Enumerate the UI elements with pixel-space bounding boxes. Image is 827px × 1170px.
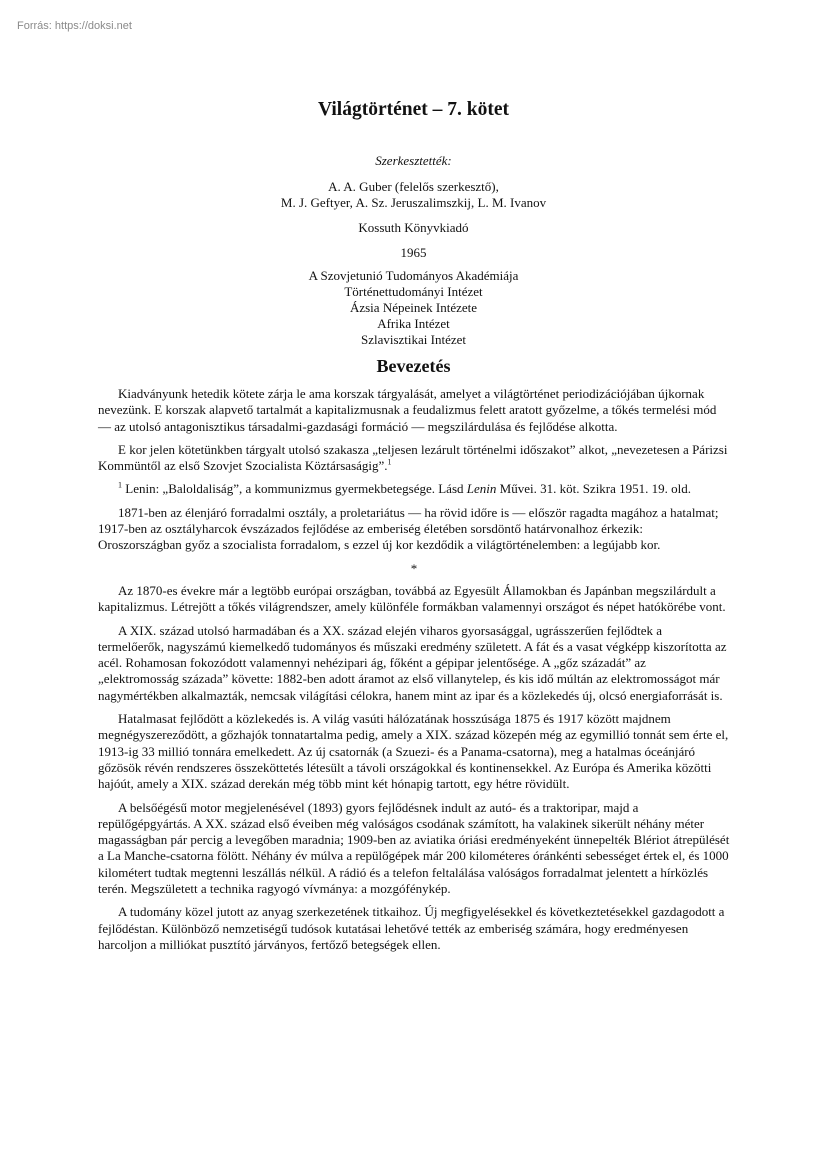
institution-5: Szlavisztikai Intézet (360, 332, 467, 347)
document-title: Világtörténet – 7. kötet (318, 99, 509, 120)
footnote-text-b: Művei. 31. köt. Szikra 1951. 19. old. (496, 481, 692, 497)
paragraph-6: Hatalmasat fejlődött a közlekedés is. A világ vasúti hálózatának hosszúsága 1875 és 1917 között majdnem megnégyszereződött, a gőzhajók tonnatartalma pedig, amely a XIX. század közepén még az egymillió tonnát sem érte el, 1913-ig 33 millió tonnára emelkedett. Az új csatornák (a Szuezi- és a Panama-csatorna), meg a hatalmas óceánjáró gőzösök révén rendszeres összeköttetés létesült a távoli országokkal és kontinensekkel. Az Európa és Amerika közötti hajóút, amely a XIX. század derekán még több mint két hónapig tartott, egy hétre rövidült. (98, 711, 729, 792)
publisher: Kossuth Könyvkiadó (358, 220, 469, 235)
editors-label: Szerkesztették: (375, 153, 452, 168)
institution-1: A Szovjetunió Tudományos Akadémiája (308, 268, 519, 283)
paragraph-7: A belsőégésű motor megjelenésével (1893) gyors fejlődésnek indult az autó- és a traktoripar, majd a repülőgépgyártás. A XX. század első éveiben még valóságos csodának számított, ha valakinek sikerült néhány méter magasságban pár percig a levegőben maradnia; 1909-ben az aviatika óriási eredményeként ünnepelték Blériot átrepülését a La Manche-csatorna fölött. Néhány év múlva a repülőgépek már 200 kilométeres óránkénti sebességet értek el, és 1000 kilométert tudtak megtenni leszállás nélkül. A rádió és a telefon feltalálása valóságos forradalmat jelentett a hírközlés terén. Megszületett a technika ragyogó vívmánya: a mozgófénykép. (98, 799, 730, 897)
footnote (98, 481, 730, 497)
paragraph-5: A XIX. század utolsó harmadában és a XX. század elején viharos gyorsasággal, ugrásszerűen fejlődtek a termelőerők, nagyszámú kiemelkedő tudományos és műszaki eredmény született. A fát és a vasat végképp kiszorította az acél. Rohamosan fokozódott valamennyi nehézipari ág, főként a gépipar jelentősége. A „gőz századát” az „elektromosság százada” követte: 1882-ben adott áramot az első villanytelep, és kis idő múltán az elektromosságot már nagymértékben alkalmazták, nemcsak világítási célokra, hanem mint az ipar és a közlekedés új, olcsó energiaforrását is. (98, 622, 727, 703)
footnote-text-a: Lenin: „Baloldaliság”, a kommunizmus gyermekbetegsége. Lásd (122, 481, 467, 497)
paragraph-1: Kiadványunk hetedik kötete zárja le ama korszak tárgyalását, amelyet a világtörténet periodizációjában újkornak nevezünk. E korszak alapvető tartalmát a kapitalizmusnak a feudalizmus felett aratott győzelme, a tőkés termelési mód — az utolsó antagonisztikus társadalmi-gazdasági formáció — megszilárdulása és fejlődése alkotta. (98, 386, 717, 434)
institution-4: Afrika Intézet (377, 316, 450, 331)
body-text (98, 386, 730, 960)
paragraph-3: 1871-ben az élenjáró forradalmi osztály, a proletariátus — ha rövid időre is — először ragadta magához a hatalmat; 1917-ben az osztályharcok évszázados fejlődése az emberiség életében sorsdöntő határvonalhoz érkezik: Oroszországban győz a szocialista forradalom, s ezzel új kor kezdődik a világtörténelemben: a legújabb kor. (98, 504, 719, 553)
paragraph-4: Az 1870-es évekre már a legtöbb európai országban, továbbá az Egyesült Államokban és Japánban megszilárdult a kapitalizmus. Létrejött a tőkés világrendszer, amely különféle formákban valamennyi országot és népet hatókörébe vont. (98, 582, 726, 615)
footnote-number: 1 (118, 481, 122, 491)
institution-2: Történettudományi Intézet (344, 284, 483, 299)
editors-line-1: A. A. Guber (felelős szerkesztő), (328, 179, 499, 194)
paragraph-2-text: E kor jelen kötetünkben tárgyalt utolsó szakasza „teljesen lezárult történelmi időszakot” alkot, „nevezetesen a Párizsi Kommüntől az első Szovjet Szocialista Köztársaságig”. (98, 441, 728, 474)
publication-year: 1965 (400, 245, 427, 260)
section-separator: * (410, 560, 418, 576)
institution-3: Ázsia Népeinek Intézete (349, 300, 478, 315)
section-heading: Bevezetés (376, 356, 451, 376)
paragraph-8: A tudomány közel jutott az anyag szerkezetének titkaihoz. Új megfigyelésekkel és következtetésekkel gazdagodott a fejlődéstan. Különböző nemzetiségű tudósok kutatásai lehetővé tették az emberiség számára, hogy eredményesen harcoljon a milliókat pusztító járványos, fertőző betegségek ellen. (98, 904, 725, 952)
footnote-author: Lenin (466, 481, 497, 497)
source-watermark: Forrás: https://doksi.net (17, 20, 132, 32)
paragraph-2 (98, 442, 730, 475)
footnote-ref[interactable]: 1 (387, 457, 392, 467)
editors-line-2: M. J. Geftyer, A. Sz. Jeruszalimszkij, L. M. Ivanov (280, 195, 547, 210)
